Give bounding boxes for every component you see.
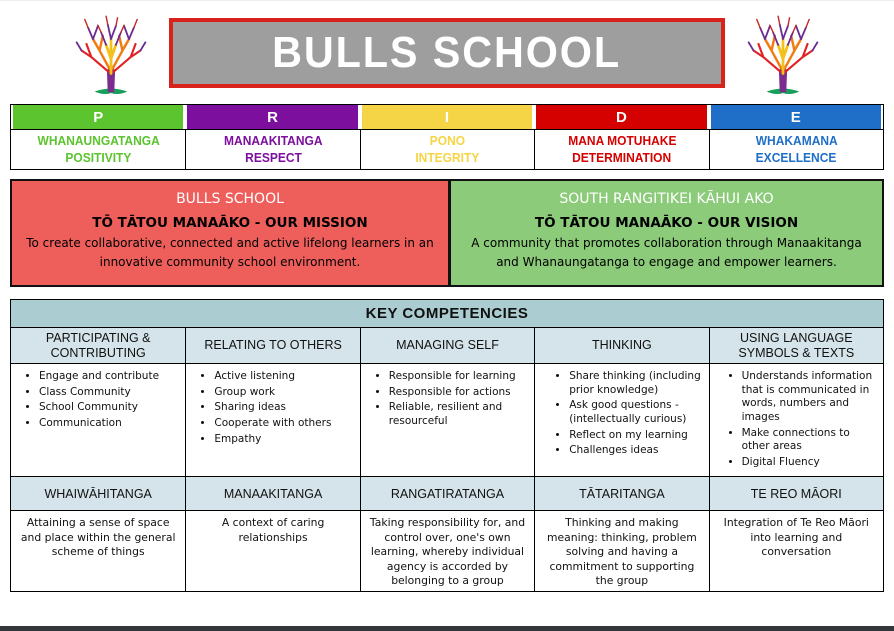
kc-bullets-thinking	[534, 363, 708, 476]
kc-bullets-managing	[360, 363, 534, 476]
kc-bullets-participating	[11, 363, 185, 476]
kc-header-language: USING LANGUAGE SYMBOLS & TEXTS	[709, 328, 883, 363]
key-competencies-table	[10, 299, 884, 592]
pride-label-integrity: PONO INTEGRITY	[360, 129, 534, 169]
kc-desc-thinking: Thinking and making meaning: thinking, problem solving and having a commitment to supporting the group	[534, 510, 708, 591]
bullet-item: • Understands information that is communicated in words, numbers and images	[742, 370, 879, 425]
pride-letter: R	[267, 108, 279, 126]
kc-header-managing: MANAGING SELF	[360, 328, 534, 363]
bullet-item: • Engage and contribute	[39, 370, 181, 384]
pride-letter: E	[790, 108, 801, 126]
pride-letter: D	[615, 108, 627, 126]
kc-header-row	[11, 328, 883, 363]
mission-heading: TŌ TĀTOU MANAĀKO - OUR MISSION	[92, 215, 368, 231]
mission-vision-row	[10, 179, 884, 287]
bullet-item: • Group work	[214, 386, 355, 400]
kc-desc-language: Integration of Te Reo Māori into learning and conversation	[709, 510, 883, 591]
kc-desc-relating: A context of caring relationships	[185, 510, 359, 591]
kc-maori-row	[11, 476, 883, 510]
rainbow-tree-logo-right	[739, 8, 827, 98]
pride-label-excellence: WHAKAMANA EXCELLENCE	[709, 129, 883, 169]
school-name-banner	[169, 18, 725, 88]
bullet-item: • Cooperate with others	[214, 417, 355, 431]
pride-letters-row	[11, 105, 883, 129]
bullet-item: • Empathy	[214, 433, 355, 447]
pride-cell-i	[360, 105, 534, 129]
mission-box	[10, 179, 450, 287]
bullet-item: • Responsible for learning	[389, 370, 530, 384]
vision-org: SOUTH RANGITIKEI KĀHUI AKO	[559, 191, 774, 207]
pride-cell-r	[185, 105, 359, 129]
pride-values-table	[10, 104, 884, 170]
bullet-item: • Challenges ideas	[569, 444, 704, 458]
vision-body: A community that promotes collaboration through Manaakitanga and Whanaungatanga to engage and empower learners.	[471, 236, 862, 269]
kc-desc-participating: Attaining a sense of space and place within the general scheme of things	[11, 510, 185, 591]
pride-labels-row	[11, 129, 883, 169]
pride-cell-e	[709, 105, 883, 129]
bottom-edge-bar	[0, 626, 894, 631]
bullet-item: • Make connections to other areas	[742, 427, 879, 454]
vision-heading: TŌ TĀTOU MANAĀKO - OUR VISION	[534, 215, 799, 231]
kc-bullets-row	[11, 363, 883, 476]
page-header	[0, 1, 894, 97]
mission-body: To create collaborative, connected and active lifelong learners in an innovative community school environment.	[26, 236, 434, 269]
bullet-item: • Sharing ideas	[214, 401, 355, 415]
bullet-item: • School Community	[39, 401, 181, 415]
kc-maori-whaiwahitanga: WHAIWĀHITANGA	[11, 476, 185, 510]
key-competencies-title: KEY COMPETENCIES	[365, 305, 529, 322]
school-name: BULLS SCHOOL	[272, 28, 622, 77]
kc-maori-te-reo-maori: TE REO MĀORI	[709, 476, 883, 510]
bullet-item: • Responsible for actions	[389, 386, 530, 400]
kc-bullets-relating	[185, 363, 359, 476]
key-competencies-title-band	[11, 300, 883, 328]
kc-maori-rangatiratanga: RANGATIRATANGA	[360, 476, 534, 510]
kc-header-thinking: THINKING	[534, 328, 708, 363]
rainbow-tree-logo-left	[67, 8, 155, 98]
bullet-item: • Ask good questions - (intellectually curious)	[569, 399, 704, 426]
mission-org: BULLS SCHOOL	[176, 191, 284, 207]
pride-cell-p	[11, 105, 185, 129]
bullet-item: • Digital Fluency	[742, 456, 879, 470]
bullet-item: • Reflect on my learning	[569, 429, 704, 443]
pride-label-determination: MANA MOTUHAKE DETERMINATION	[534, 129, 708, 169]
pride-label-positivity: WHANAUNGATANGA POSITIVITY	[11, 129, 185, 169]
kc-bullets-language	[709, 363, 883, 476]
kc-description-row	[11, 510, 883, 591]
kc-header-participating: PARTICIPATING & CONTRIBUTING	[11, 328, 185, 363]
kc-maori-tataritanga: TĀTARITANGA	[534, 476, 708, 510]
pride-letter: P	[93, 108, 104, 126]
vision-box	[450, 179, 884, 287]
pride-label-respect: MANAAKITANGA RESPECT	[185, 129, 359, 169]
bullet-item: • Communication	[39, 417, 181, 431]
kc-header-relating: RELATING TO OTHERS	[185, 328, 359, 363]
pride-cell-d	[534, 105, 708, 129]
pride-letter: I	[444, 108, 450, 126]
kc-maori-manaakitanga: MANAAKITANGA	[185, 476, 359, 510]
bullet-item: • Active listening	[214, 370, 355, 384]
bullet-item: • Class Community	[39, 386, 181, 400]
bullet-item: • Reliable, resilient and resourceful	[389, 401, 530, 428]
kc-desc-managing: Taking responsibility for, and control over, one's own learning, whereby individual agency is accorded by belonging to a group	[360, 510, 534, 591]
bullet-item: • Share thinking (including prior knowledge)	[569, 370, 704, 397]
